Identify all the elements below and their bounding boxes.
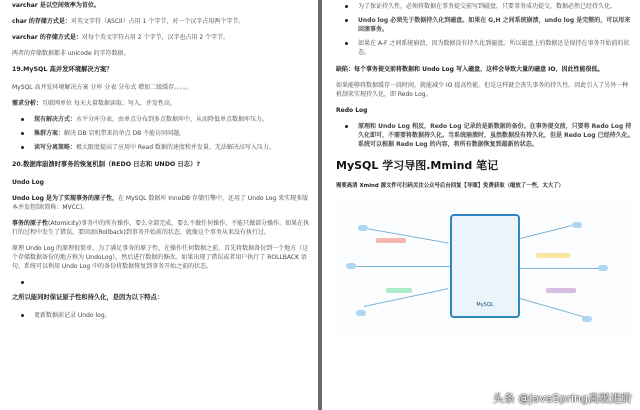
list-item: Undo log 必须先于数据持久化到磁盘。如果在 G,H 之间系统崩溃，undo log 是完整的，可以用来回滚事务。 [336, 16, 634, 34]
left-document-page [0, 0, 318, 410]
empty-bullet [12, 278, 310, 287]
varchar-storage-text: varchar 的存储方式是：对每个英文字符占用 2 个字节，汉字也占用 2 个字节。 [12, 34, 230, 41]
mindmap-title: MySQL 学习导图.Mmind 笔记 [336, 159, 499, 172]
redo-log-heading: Redo Log [336, 107, 368, 114]
list-item: 现有解决方式：水平分库分表，由单点分布到多点数据库中，从而降低单点数据库压力。 [12, 115, 310, 124]
list-item: 为了保证持久性，必须将数据在事务提交前写到磁盘。只要事务成功提交，数据必然已经持久化。 [336, 2, 634, 11]
redo-intro-text: 如果能够将数据缓存一段时间，就能减少 IO 提高性能。但是这样就会丧失事务的持久性。因此引入了另外一种机制来实现持久化，即 Redo Log。 [336, 82, 629, 98]
list-item: 集群方案：解决 DB 宕机带来的单点 DB 不能访问问题。 [12, 129, 310, 138]
varchar-intro-text: varchar 是以空间效率为首位。 [12, 2, 100, 9]
mysql-mindmap-image [336, 198, 634, 333]
list-item [12, 278, 310, 287]
feature-bullet-list [12, 311, 310, 320]
defect-text: 缺陷：每个事务提交前将数据和 Undo Log 写入磁盘，这样会导致大量的磁盘 IO，因此性能很低。 [336, 66, 604, 73]
undo-log-heading: Undo Log [12, 179, 44, 186]
right-document-page [322, 0, 640, 410]
undo-feature-bullets [336, 2, 634, 57]
list-item: 更新数据前记录 Undo log。 [12, 311, 310, 320]
list-item: 如果在 A-F 之间系统崩溃，因为数据没有持久化到磁盘。所以磁盘上的数据还是保持在事务开始前的状态。 [336, 39, 634, 57]
heading-20: 20.数据库崩溃时事务的恢复机制（REDO 日志和 UNDO 日志）? [12, 161, 201, 168]
list-item: 读写分离策略：极大限度提高了应用中 Read 数据的速度和并发量。无法解决高写入压力。 [12, 143, 310, 152]
solution-text: MySQL 高并发环境解决方案 分库 分表 分布式 增加二级缓存。。。。。 [12, 84, 193, 91]
mindmap-center-node: MySQL [450, 214, 520, 318]
redo-bullet-list [336, 122, 634, 149]
atomic-durable-heading: 之所以能同时保证原子性和持久化，是因为以下特点： [12, 294, 164, 301]
heading-19: 19.MySQL 高并发环境解决方案？ [12, 66, 113, 73]
watermark-text: 头条 @JavaSpring高级进阶 [492, 392, 632, 405]
solution-bullet-list [12, 115, 310, 152]
char-storage-text: char 的存储方式是：对英文字符（ASCII）占用 1 个字节，对一个汉字占用两个字节。 [12, 18, 245, 25]
atomicity-text: 事务的原子性(Atomicity)事务中的所有操作，要么全部完成，要么不做任何操作，不能只做部分操作。如果在执行的过程中发生了错误，要回滚(Rollback)到事务开始前的状态，就像这个事务从来没有执行过。 [12, 220, 310, 236]
list-item: 原理和 Undo Log 相反，Redo Log 记录的是新数据的备份。在事务提交前，只要将 Redo Log 持久化即可，不需要将数据持久化。当系统崩溃时，虽然数据没有持久化，但是 Redo Log 已经持久化。系统可以根据 Redo Log 的内容，将所有数据恢复到最新的状态。 [336, 122, 634, 149]
need-analysis-text: 需求分析：互联网单位 每天大量数据读取、写入，并发性高。 [12, 100, 176, 107]
unicode-note-text: 两者的存储数据都非 unicode 的字符数据。 [12, 50, 130, 57]
undo-log-intro-text: Undo Log 是为了实现事务的原子性，在 MySQL 数据库 InnoDB 存储引擎中，还用了 Undo Log 来实现多版本并发控制(简称：MVCC)。 [12, 195, 309, 211]
undo-principle-text: 原理 Undo Log 的原理很简单，为了满足事务的原子性，在操作任何数据之前，首先将数据备份到一个地方（这个存储数据备份的地方称为 UndoLog）。然后进行数据的修改。如果出现了错误或者用户执行了 ROLLBACK 语句，系统可以利用 Undo Log 中的备份将数据恢复到事务开始之前的状态。 [12, 245, 309, 270]
mindmap-caption: 需要高清 Xmind 源文件可扫码关注公众号后台回复【导图】免费获取（缩放了一些，太大了） [336, 183, 564, 189]
